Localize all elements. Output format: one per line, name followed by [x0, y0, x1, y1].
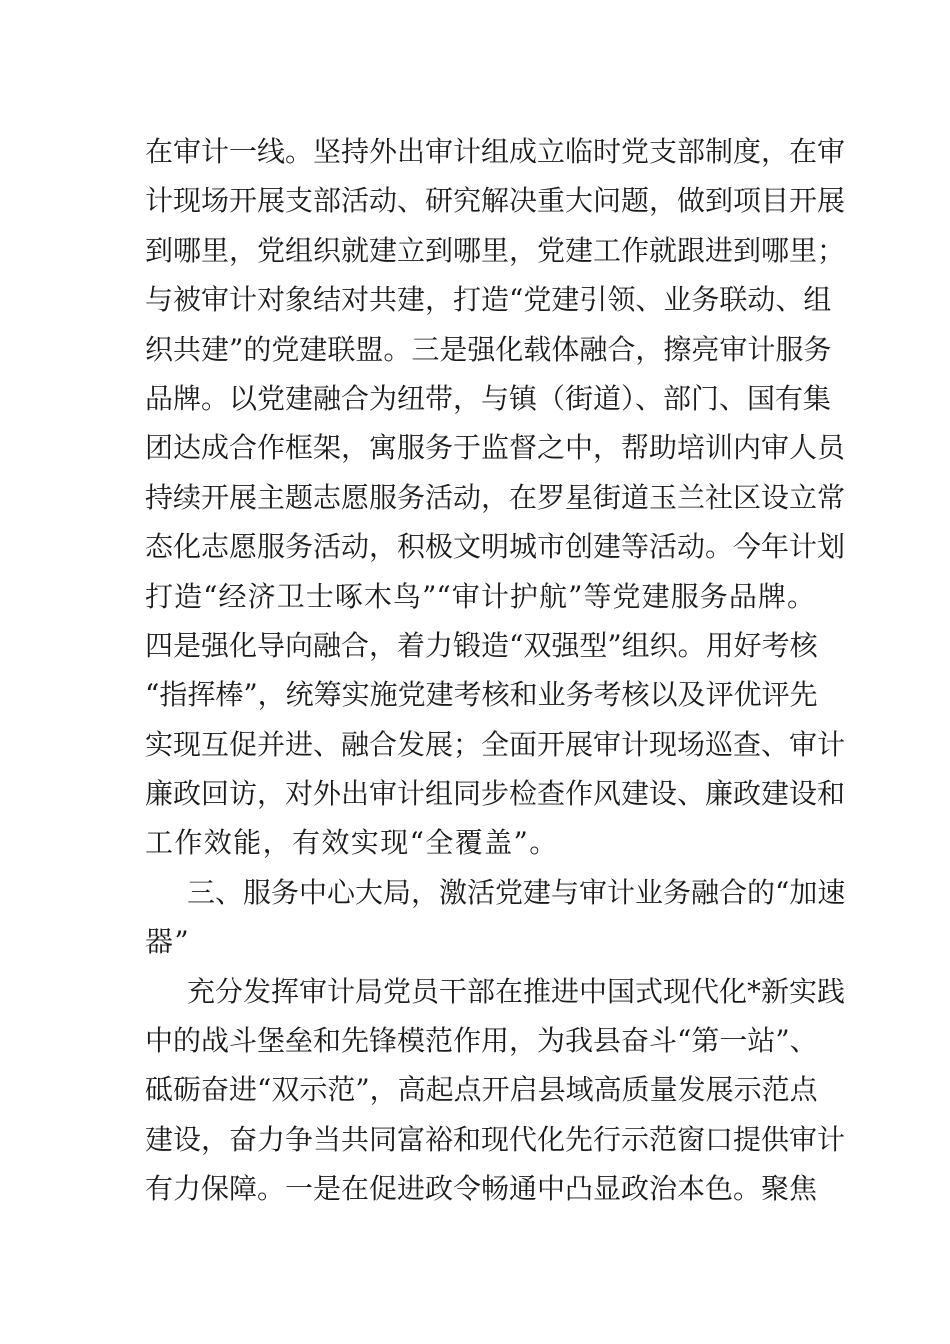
section-heading-three: [145, 868, 846, 967]
text-line: 与被审计对象结对共建，打造“党建引领、业务联动、组: [145, 283, 832, 317]
text-line: 廉政回访，对外出审计组同步检查作风建设、廉政建设和: [145, 777, 846, 811]
text-line-last: 工作效能，有效实现“全覆盖”。: [145, 826, 559, 860]
text-line: 打造“经济卫士啄木鸟”“审计护航”等党建服务品牌。: [145, 579, 815, 613]
text-line: 持续开展主题志愿服务活动，在罗星街道玉兰社区设立常: [145, 480, 846, 514]
text-line: 态化志愿服务活动，积极文明城市创建等活动。今年计划: [145, 530, 846, 564]
text-line: 织共建”的党建联盟。三是强化载体融合，擦亮审计服务: [145, 332, 832, 366]
heading-line: 三、服务中心大局，激活党建与审计业务融合的“加速: [187, 875, 846, 909]
paragraph-serve-overall: [145, 967, 846, 1214]
text-line: 四是强化导向融合，着力锻造“双强型”组织。用好考核: [145, 628, 818, 662]
heading-line-last: 器”: [145, 925, 191, 959]
text-line: 砥砺奋进“双示范”，高起点开启县域高质量发展示范点: [145, 1073, 818, 1107]
text-line: 品牌。以党建融合为纽带，与镇（街道）、部门、国有集: [145, 381, 832, 415]
text-line: 建设，奋力争当共同富裕和现代化先行示范窗口提供审计: [145, 1122, 846, 1156]
text-line: 实现互促并进、融合发展；全面开展审计现场巡查、审计: [145, 727, 846, 761]
text-line: 有力保障。一是在促进政令畅通中凸显政治本色。聚焦: [145, 1172, 818, 1206]
text-line: 在审计一线。坚持外出审计组成立临时党支部制度，在审: [145, 135, 846, 168]
body-text: [145, 127, 846, 1214]
text-line: 中的战斗堡垒和先锋模范作用，为我县奋斗“第一站”、: [145, 1024, 818, 1058]
text-line-first: 充分发挥审计局党员干部在推进中国式现代化*新实践: [187, 974, 846, 1008]
text-line: 计现场开展支部活动、研究解决重大问题，做到项目开展: [145, 184, 846, 218]
text-line: 到哪里，党组织就建立到哪里，党建工作就跟进到哪里；: [145, 233, 846, 267]
text-line: “指挥棒”，统筹实施党建考核和业务考核以及评优评先: [145, 678, 818, 712]
text-line: 团达成合作框架，寓服务于监督之中，帮助培训内审人员: [145, 431, 846, 465]
paragraph-party-integration: [145, 127, 846, 868]
